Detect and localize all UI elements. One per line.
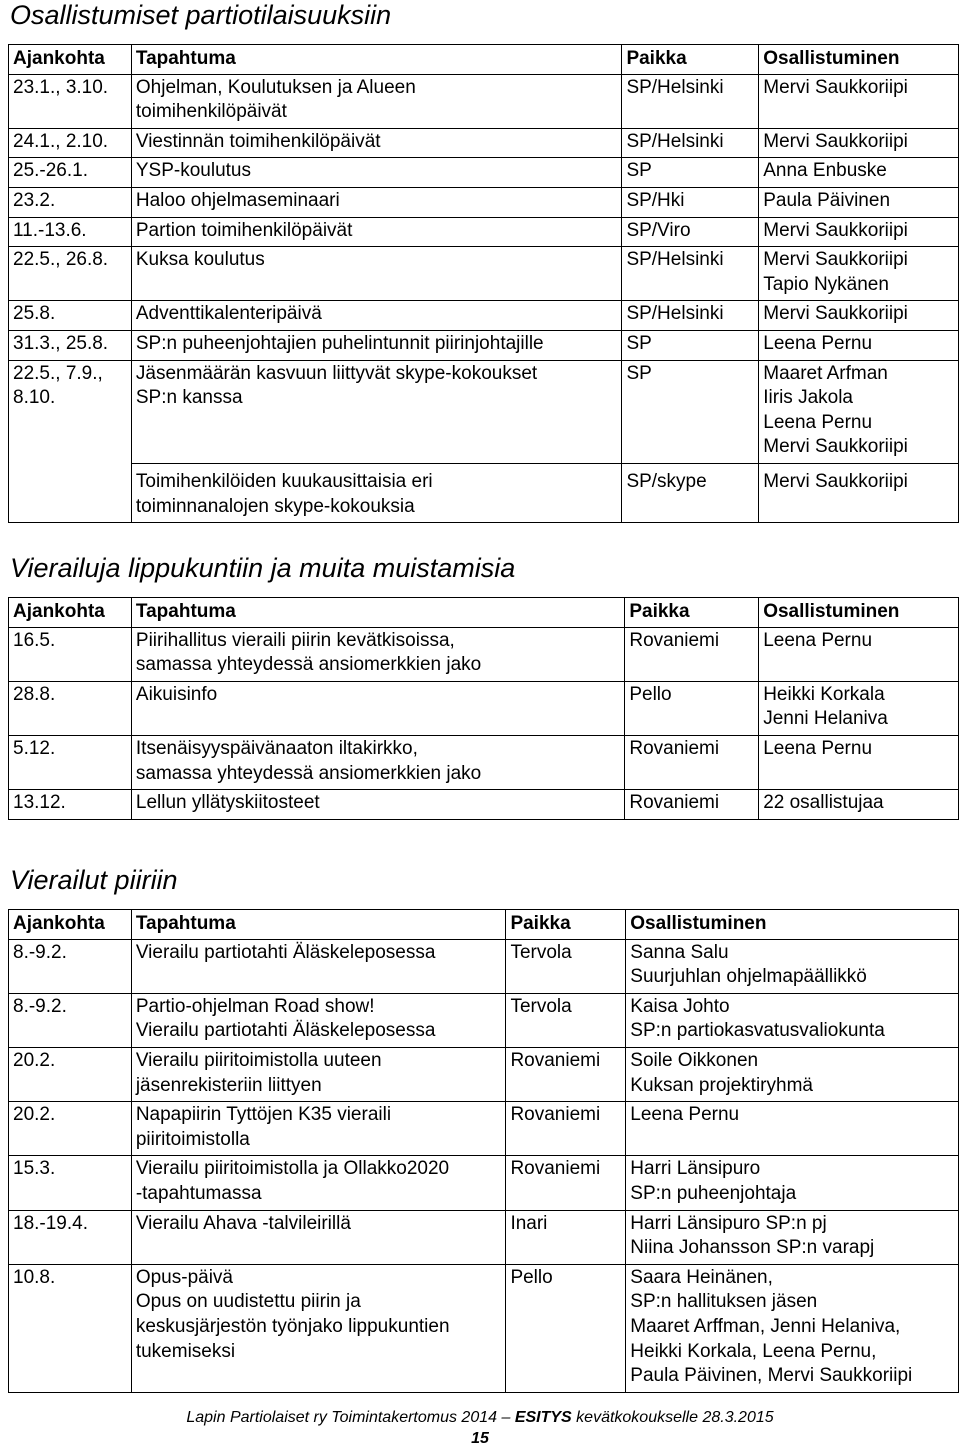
cell-participants xyxy=(759,301,959,331)
cell-line: Leena Pernu xyxy=(763,737,873,759)
cell-line: Itsenäisyyspäivänaaton iltakirkko, xyxy=(135,737,418,759)
cell-participants xyxy=(626,1156,959,1210)
cell-date xyxy=(9,939,132,993)
column-header-place: Paikka xyxy=(622,45,759,75)
column-header-place: Paikka xyxy=(506,910,626,940)
table-row xyxy=(9,330,959,360)
cell-date xyxy=(9,217,132,247)
cell-line: Leena Pernu xyxy=(630,1104,740,1126)
cell-participants xyxy=(626,1210,959,1264)
column-header-event: Tapahtuma xyxy=(131,598,624,628)
cell-participants xyxy=(626,1264,959,1392)
cell-line: Rovaniemi xyxy=(629,792,720,814)
cell-participants xyxy=(759,247,959,301)
participations-table xyxy=(8,44,959,523)
cell-participants xyxy=(626,939,959,993)
cell-event xyxy=(131,735,624,789)
cell-line: 22 osallistujaa xyxy=(763,792,884,814)
cell-line: Jäsenmäärän kasvuun liittyvät skype-kokoukset xyxy=(135,362,538,384)
cell-line: Vierailu partiotahti Äläskeleposessa xyxy=(135,941,436,963)
cell-line: 8.-9.2. xyxy=(13,995,67,1017)
cell-participants xyxy=(759,681,959,735)
table-row xyxy=(9,1264,959,1392)
cell-event xyxy=(131,1210,506,1264)
cell-line: 25.-26.1. xyxy=(13,160,88,182)
column-header-place: Paikka xyxy=(625,598,759,628)
cell-line: SP/Helsinki xyxy=(626,303,724,325)
cell-participants xyxy=(626,993,959,1047)
cell-line: 20.2. xyxy=(13,1049,56,1071)
cell-line: 22.5., 26.8. xyxy=(13,249,109,271)
table-header-row xyxy=(9,45,959,75)
cell-date xyxy=(9,301,132,331)
cell-date xyxy=(9,627,132,681)
cell-line: Harri Länsipuro xyxy=(630,1158,761,1180)
cell-line: Pello xyxy=(629,683,672,705)
cell-line: Pello xyxy=(510,1266,553,1288)
cell-date xyxy=(9,735,132,789)
cell-line: 28.8. xyxy=(13,683,56,705)
cell-line: Rovaniemi xyxy=(629,629,720,651)
cell-line: samassa yhteydessä ansiomerkkien jako xyxy=(135,654,482,676)
table-row xyxy=(9,217,959,247)
cell-line: Iiris Jakola xyxy=(763,387,853,409)
cell-line: Maaret Arfman xyxy=(763,362,888,384)
page-footer xyxy=(0,1409,960,1427)
cell-place xyxy=(506,939,626,993)
column-header-event: Tapahtuma xyxy=(131,45,622,75)
cell-event xyxy=(131,217,622,247)
cell-place xyxy=(622,247,759,301)
cell-place xyxy=(506,1264,626,1392)
cell-line: Opus-päivä xyxy=(135,1266,233,1288)
cell-line: Anna Enbuske xyxy=(763,160,887,182)
cell-line: Soile Oikkonen xyxy=(630,1049,759,1071)
cell-line: -tapahtumassa xyxy=(135,1182,262,1204)
cell-participants xyxy=(759,735,959,789)
cell-date xyxy=(9,1047,132,1101)
cell-line: Ohjelman, Koulutuksen ja Alueen xyxy=(135,76,416,98)
cell-event xyxy=(131,1047,506,1101)
cell-participants xyxy=(626,1102,959,1156)
cell-line: Vierailu Ahava -talvileirillä xyxy=(135,1212,351,1234)
section-title-visits-to-groups: Vierailuja lippukuntiin ja muita muistamisia xyxy=(10,553,516,583)
footer-text-before: Lapin Partiolaiset ry Toimintakertomus 2014 – xyxy=(186,1409,515,1426)
cell-place xyxy=(622,128,759,158)
table-row xyxy=(9,158,959,188)
cell-line: Adventtikalenteripäivä xyxy=(135,303,322,325)
cell-line: Rovaniemi xyxy=(510,1104,601,1126)
cell-place xyxy=(622,74,759,128)
cell-line: Partion toimihenkilöpäivät xyxy=(135,219,353,241)
cell-line: Mervi Saukkoriipi xyxy=(763,470,908,492)
cell-line: Inari xyxy=(510,1212,548,1234)
cell-line: Kuksa koulutus xyxy=(135,249,265,271)
cell-place xyxy=(625,627,759,681)
cell-event xyxy=(131,247,622,301)
cell-date xyxy=(9,187,132,217)
cell-line: 23.1., 3.10. xyxy=(13,76,109,98)
cell-line: Tervola xyxy=(510,941,572,963)
table-row xyxy=(9,627,959,681)
cell-line: SP:n partiokasvatusvaliokunta xyxy=(630,1020,885,1042)
cell-line: SP:n kanssa xyxy=(135,387,243,409)
cell-line: 18.-19.4. xyxy=(13,1212,88,1234)
cell-date xyxy=(9,681,132,735)
cell-line: SP/Helsinki xyxy=(626,130,724,152)
cell-line: Tervola xyxy=(510,995,572,1017)
cell-line: Mervi Saukkoriipi xyxy=(763,303,908,325)
cell-place xyxy=(506,1047,626,1101)
cell-event xyxy=(131,128,622,158)
cell-participants xyxy=(759,217,959,247)
cell-event xyxy=(131,993,506,1047)
cell-line: Vierailu partiotahti Äläskeleposessa xyxy=(135,1020,436,1042)
cell-line: Paula Päivinen, Mervi Saukkoriipi xyxy=(630,1365,913,1387)
column-header-participants: Osallistuminen xyxy=(626,910,959,940)
cell-line: Paula Päivinen xyxy=(763,189,891,211)
table-row xyxy=(9,1047,959,1101)
cell-place xyxy=(622,330,759,360)
cell-date xyxy=(9,158,132,188)
page-number: 15 xyxy=(471,1430,489,1447)
cell-line: Opus on uudistettu piirin ja xyxy=(135,1291,361,1313)
cell-line: Rovaniemi xyxy=(510,1158,601,1180)
cell-line: Leena Pernu xyxy=(763,629,873,651)
table-row xyxy=(9,187,959,217)
cell-line: 8.10. xyxy=(13,387,56,409)
cell-place xyxy=(622,217,759,247)
cell-date xyxy=(9,1264,132,1392)
cell-event xyxy=(131,330,622,360)
table-row xyxy=(9,128,959,158)
cell-line: Rovaniemi xyxy=(510,1049,601,1071)
table-row xyxy=(9,735,959,789)
cell-line: Mervi Saukkoriipi xyxy=(763,249,908,271)
section-title-participations: Osallistumiset partiotilaisuuksiin xyxy=(10,0,392,30)
cell-event xyxy=(131,790,624,820)
cell-line: Mervi Saukkoriipi xyxy=(763,219,908,241)
cell-line: SP xyxy=(626,332,652,354)
cell-line: Rovaniemi xyxy=(629,737,720,759)
cell-place xyxy=(625,681,759,735)
cell-line: SP:n hallituksen jäsen xyxy=(630,1291,818,1313)
cell-line: Niina Johansson SP:n varapj xyxy=(630,1237,875,1259)
cell-event xyxy=(131,1102,506,1156)
cell-event xyxy=(131,187,622,217)
cell-line: 20.2. xyxy=(13,1104,56,1126)
cell-line: SP/skype xyxy=(626,470,707,492)
cell-line: Tapio Nykänen xyxy=(763,273,889,295)
table-header-row xyxy=(9,598,959,628)
cell-place xyxy=(622,187,759,217)
cell-participants xyxy=(759,627,959,681)
cell-line: piiritoimistolla xyxy=(135,1128,250,1150)
cell-participants xyxy=(759,360,959,463)
cell-line: Heikki Korkala, Leena Pernu, xyxy=(630,1340,877,1362)
column-header-date: Ajankohta xyxy=(9,910,132,940)
cell-line: toiminnanalojen skype-kokouksia xyxy=(135,495,415,517)
table-row xyxy=(9,939,959,993)
cell-line: Saara Heinänen, xyxy=(630,1266,773,1288)
cell-participants xyxy=(759,158,959,188)
visits-to-groups-table xyxy=(8,597,959,820)
cell-event xyxy=(131,1156,506,1210)
cell-line: Lellun yllätyskiitosteet xyxy=(135,792,320,814)
cell-date xyxy=(9,128,132,158)
cell-date xyxy=(9,1102,132,1156)
cell-event xyxy=(131,74,622,128)
table-row xyxy=(9,790,959,820)
cell-participants xyxy=(759,74,959,128)
footer-text-after: kevätkokoukselle 28.3.2015 xyxy=(571,1409,774,1426)
cell-line: Haloo ohjelmaseminaari xyxy=(135,189,340,211)
visits-to-district-table xyxy=(8,909,959,1393)
cell-place xyxy=(506,1210,626,1264)
cell-place xyxy=(506,1156,626,1210)
cell-line: YSP-koulutus xyxy=(135,160,251,182)
cell-line: Napapiirin Tyttöjen K35 vieraili xyxy=(135,1104,392,1126)
footer-text-bold: ESITYS xyxy=(514,1409,572,1426)
cell-line: SP:n puheenjohtaja xyxy=(630,1182,797,1204)
cell-date xyxy=(9,360,132,463)
cell-line: 10.8. xyxy=(13,1266,56,1288)
table-row xyxy=(9,1102,959,1156)
cell-event xyxy=(131,463,622,522)
cell-line: SP/Helsinki xyxy=(626,249,724,271)
cell-line: 16.5. xyxy=(13,629,56,651)
cell-place xyxy=(622,463,759,522)
cell-date xyxy=(9,993,132,1047)
cell-line: Vierailu piiritoimistolla ja Ollakko2020 xyxy=(135,1158,450,1180)
cell-line: SP/Hki xyxy=(626,189,685,211)
column-header-date: Ajankohta xyxy=(9,45,132,75)
table-row xyxy=(9,1210,959,1264)
cell-event xyxy=(131,158,622,188)
cell-participants xyxy=(759,187,959,217)
column-header-participants: Osallistuminen xyxy=(759,45,959,75)
cell-line: Harri Länsipuro SP:n pj xyxy=(630,1212,827,1234)
cell-line: Partio-ohjelman Road show! xyxy=(135,995,375,1017)
cell-line: tukemiseksi xyxy=(135,1340,236,1362)
cell-line: SP/Helsinki xyxy=(626,76,724,98)
cell-event xyxy=(131,301,622,331)
table-row xyxy=(9,993,959,1047)
cell-line: 31.3., 25.8. xyxy=(13,332,109,354)
cell-participants xyxy=(759,463,959,522)
cell-line: 22.5., 7.9., xyxy=(13,362,103,384)
cell-event xyxy=(131,627,624,681)
cell-line: samassa yhteydessä ansiomerkkien jako xyxy=(135,762,482,784)
cell-line: Suurjuhlan ohjelmapäällikkö xyxy=(630,966,867,988)
cell-line: Leena Pernu xyxy=(763,332,873,354)
table-header-row xyxy=(9,910,959,940)
cell-line: Piirihallitus vieraili piirin kevätkisoissa, xyxy=(135,629,455,651)
table-row xyxy=(9,74,959,128)
cell-line: toimihenkilöpäivät xyxy=(135,101,287,123)
cell-line: Leena Pernu xyxy=(763,411,873,433)
column-header-event: Tapahtuma xyxy=(131,910,506,940)
cell-line: 24.1., 2.10. xyxy=(13,130,109,152)
cell-date xyxy=(9,1156,132,1210)
cell-line: Kuksan projektiryhmä xyxy=(630,1074,813,1096)
cell-line: Maaret Arffman, Jenni Helaniva, xyxy=(630,1315,901,1337)
cell-place xyxy=(506,993,626,1047)
cell-line: keskusjärjestön työnjako lippukuntien xyxy=(135,1315,450,1337)
cell-line: SP xyxy=(626,160,652,182)
table-row xyxy=(9,301,959,331)
cell-line: Heikki Korkala xyxy=(763,683,885,705)
cell-date xyxy=(9,1210,132,1264)
cell-line: Aikuisinfo xyxy=(135,683,218,705)
table-row xyxy=(9,247,959,301)
cell-event xyxy=(131,939,506,993)
cell-place xyxy=(625,790,759,820)
cell-line: 5.12. xyxy=(13,737,56,759)
cell-line: Mervi Saukkoriipi xyxy=(763,130,908,152)
cell-date xyxy=(9,463,132,522)
table-row xyxy=(9,1156,959,1210)
table-row xyxy=(9,463,959,522)
cell-participants xyxy=(759,330,959,360)
cell-date xyxy=(9,247,132,301)
cell-place xyxy=(622,360,759,463)
cell-line: Viestinnän toimihenkilöpäivät xyxy=(135,130,381,152)
cell-date xyxy=(9,74,132,128)
cell-event xyxy=(131,360,622,463)
cell-line: Kaisa Johto xyxy=(630,995,730,1017)
cell-line: 25.8. xyxy=(13,303,56,325)
cell-date xyxy=(9,330,132,360)
section-title-visits-to-district: Vierailut piiriin xyxy=(10,865,178,895)
cell-event xyxy=(131,1264,506,1392)
cell-line: 23.2. xyxy=(13,189,56,211)
cell-line: Sanna Salu xyxy=(630,941,729,963)
cell-line: SP/Viro xyxy=(626,219,691,241)
cell-line: SP:n puheenjohtajien puhelintunnit piirinjohtajille xyxy=(135,332,544,354)
cell-participants xyxy=(626,1047,959,1101)
table-row xyxy=(9,360,959,463)
column-header-date: Ajankohta xyxy=(9,598,132,628)
cell-place xyxy=(625,735,759,789)
cell-line: Mervi Saukkoriipi xyxy=(763,76,908,98)
cell-participants xyxy=(759,790,959,820)
cell-line: 11.-13.6. xyxy=(13,219,87,241)
column-header-participants: Osallistuminen xyxy=(759,598,959,628)
cell-line: Toimihenkilöiden kuukausittaisia eri xyxy=(135,470,433,492)
cell-place xyxy=(622,301,759,331)
cell-line: Jenni Helaniva xyxy=(763,708,888,730)
cell-line: Mervi Saukkoriipi xyxy=(763,436,908,458)
cell-line: 13.12. xyxy=(13,792,66,814)
cell-date xyxy=(9,790,132,820)
cell-place xyxy=(506,1102,626,1156)
cell-place xyxy=(622,158,759,188)
cell-line: 15.3. xyxy=(13,1158,56,1180)
cell-participants xyxy=(759,128,959,158)
table-row xyxy=(9,681,959,735)
cell-event xyxy=(131,681,624,735)
cell-line: SP xyxy=(626,362,652,384)
cell-line: jäsenrekisteriin liittyen xyxy=(135,1074,322,1096)
cell-line: Vierailu piiritoimistolla uuteen xyxy=(135,1049,382,1071)
cell-line: 8.-9.2. xyxy=(13,941,67,963)
